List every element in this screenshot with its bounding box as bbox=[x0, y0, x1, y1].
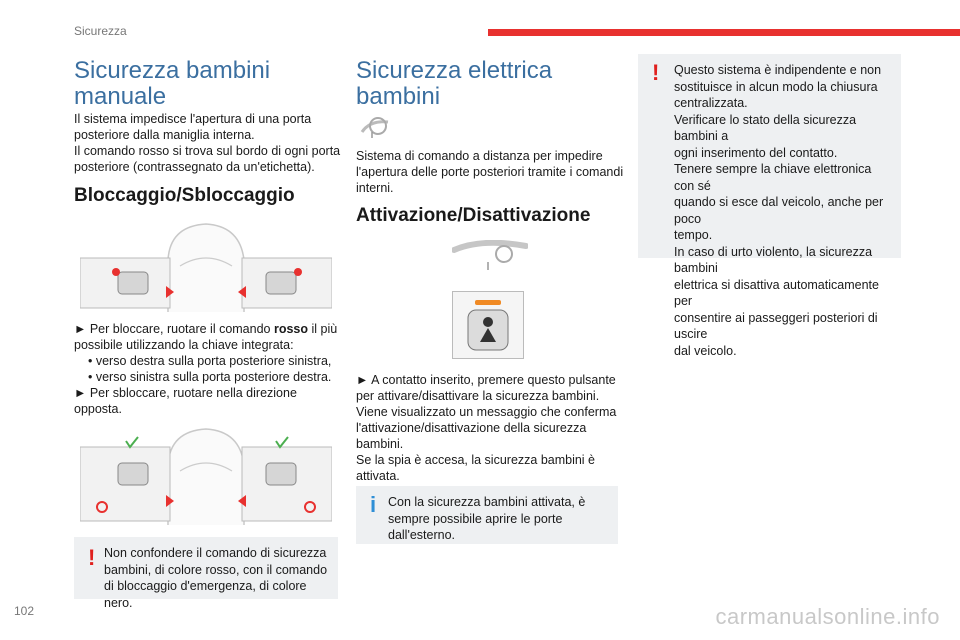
warning-icon: ! bbox=[652, 60, 660, 85]
child-lock-button-icon bbox=[453, 292, 523, 358]
subtitle-activation: Attivazione/Disattivazione bbox=[356, 205, 591, 226]
activation-steps: ► A contatto inserito, premere questo pulsante per attivare/disattivare la sicurezza bambini. Viene visualizzato un messaggio che conferma l'attivazione/disattivazione della sicurezza bambini. Se la spia è accesa, la sicurezza bambini è attivata. bbox=[356, 373, 617, 483]
warning-icon: ! bbox=[88, 545, 96, 570]
page-number: 102 bbox=[14, 604, 35, 618]
title-manual-child-lock: Sicurezza bambini manuale bbox=[74, 57, 271, 110]
unlock-illustration bbox=[80, 425, 332, 525]
warning-note-electric: ! Questo sistema è indipendente e non sostituisce in alcun modo la chiusura centralizzata. Verificare lo stato della sicurezza bambini a ogni inserimento del contatto. Tenere sempre la chiave elettronica con sé quando si esce dal veicolo, anche per poco tempo. In caso di urto violento, la sicurezza bambini elettrica si disattiva automaticamente per consentire ai passeggeri posteriori di uscire dal veicolo. bbox=[638, 54, 901, 258]
accent-bar bbox=[488, 29, 960, 36]
section-header: Sicurezza bbox=[74, 24, 127, 38]
title-electric-child-lock: Sicurezza elettrica bambini bbox=[356, 57, 553, 110]
lock-illustration bbox=[80, 220, 332, 312]
intro-manual: Il sistema impedisce l'apertura di una porta posteriore dalla maniglia interna. Il comando rosso si trova sul bordo di ogni porta posteriore (contrassegnato da un'etichetta). bbox=[74, 112, 341, 174]
watermark: carmanualsonline.info bbox=[715, 604, 940, 629]
info-icon: i bbox=[370, 492, 377, 517]
lock-steps: ► Per bloccare, ruotare il comando rosso il più possibile utilizzando la chiave integrata: • verso destra sulla porta posteriore sinistra, • verso sinistra sulla porta posteriore destra. ► Per sbloccare, ruotare nella direzione opposta. bbox=[74, 322, 338, 416]
info-note-electric: i Con la sicurezza bambini attivata, è sempre possibile aprire le porte dall'esterno. bbox=[356, 486, 618, 544]
intro-electric: Sistema di comando a distanza per impedire l'apertura delle porte posteriori tramite i comandi interni. bbox=[356, 149, 624, 195]
dashboard-steering-icon bbox=[452, 240, 528, 272]
subtitle-lock-unlock: Bloccaggio/Sbloccaggio bbox=[74, 185, 295, 206]
warning-note-manual: ! Non confondere il comando di sicurezza bambini, di colore rosso, con il comando di bloccaggio d'emergenza, di colore nero. bbox=[74, 537, 338, 599]
steering-wheel-icon bbox=[360, 114, 394, 138]
child-lock-button[interactable] bbox=[452, 291, 524, 359]
